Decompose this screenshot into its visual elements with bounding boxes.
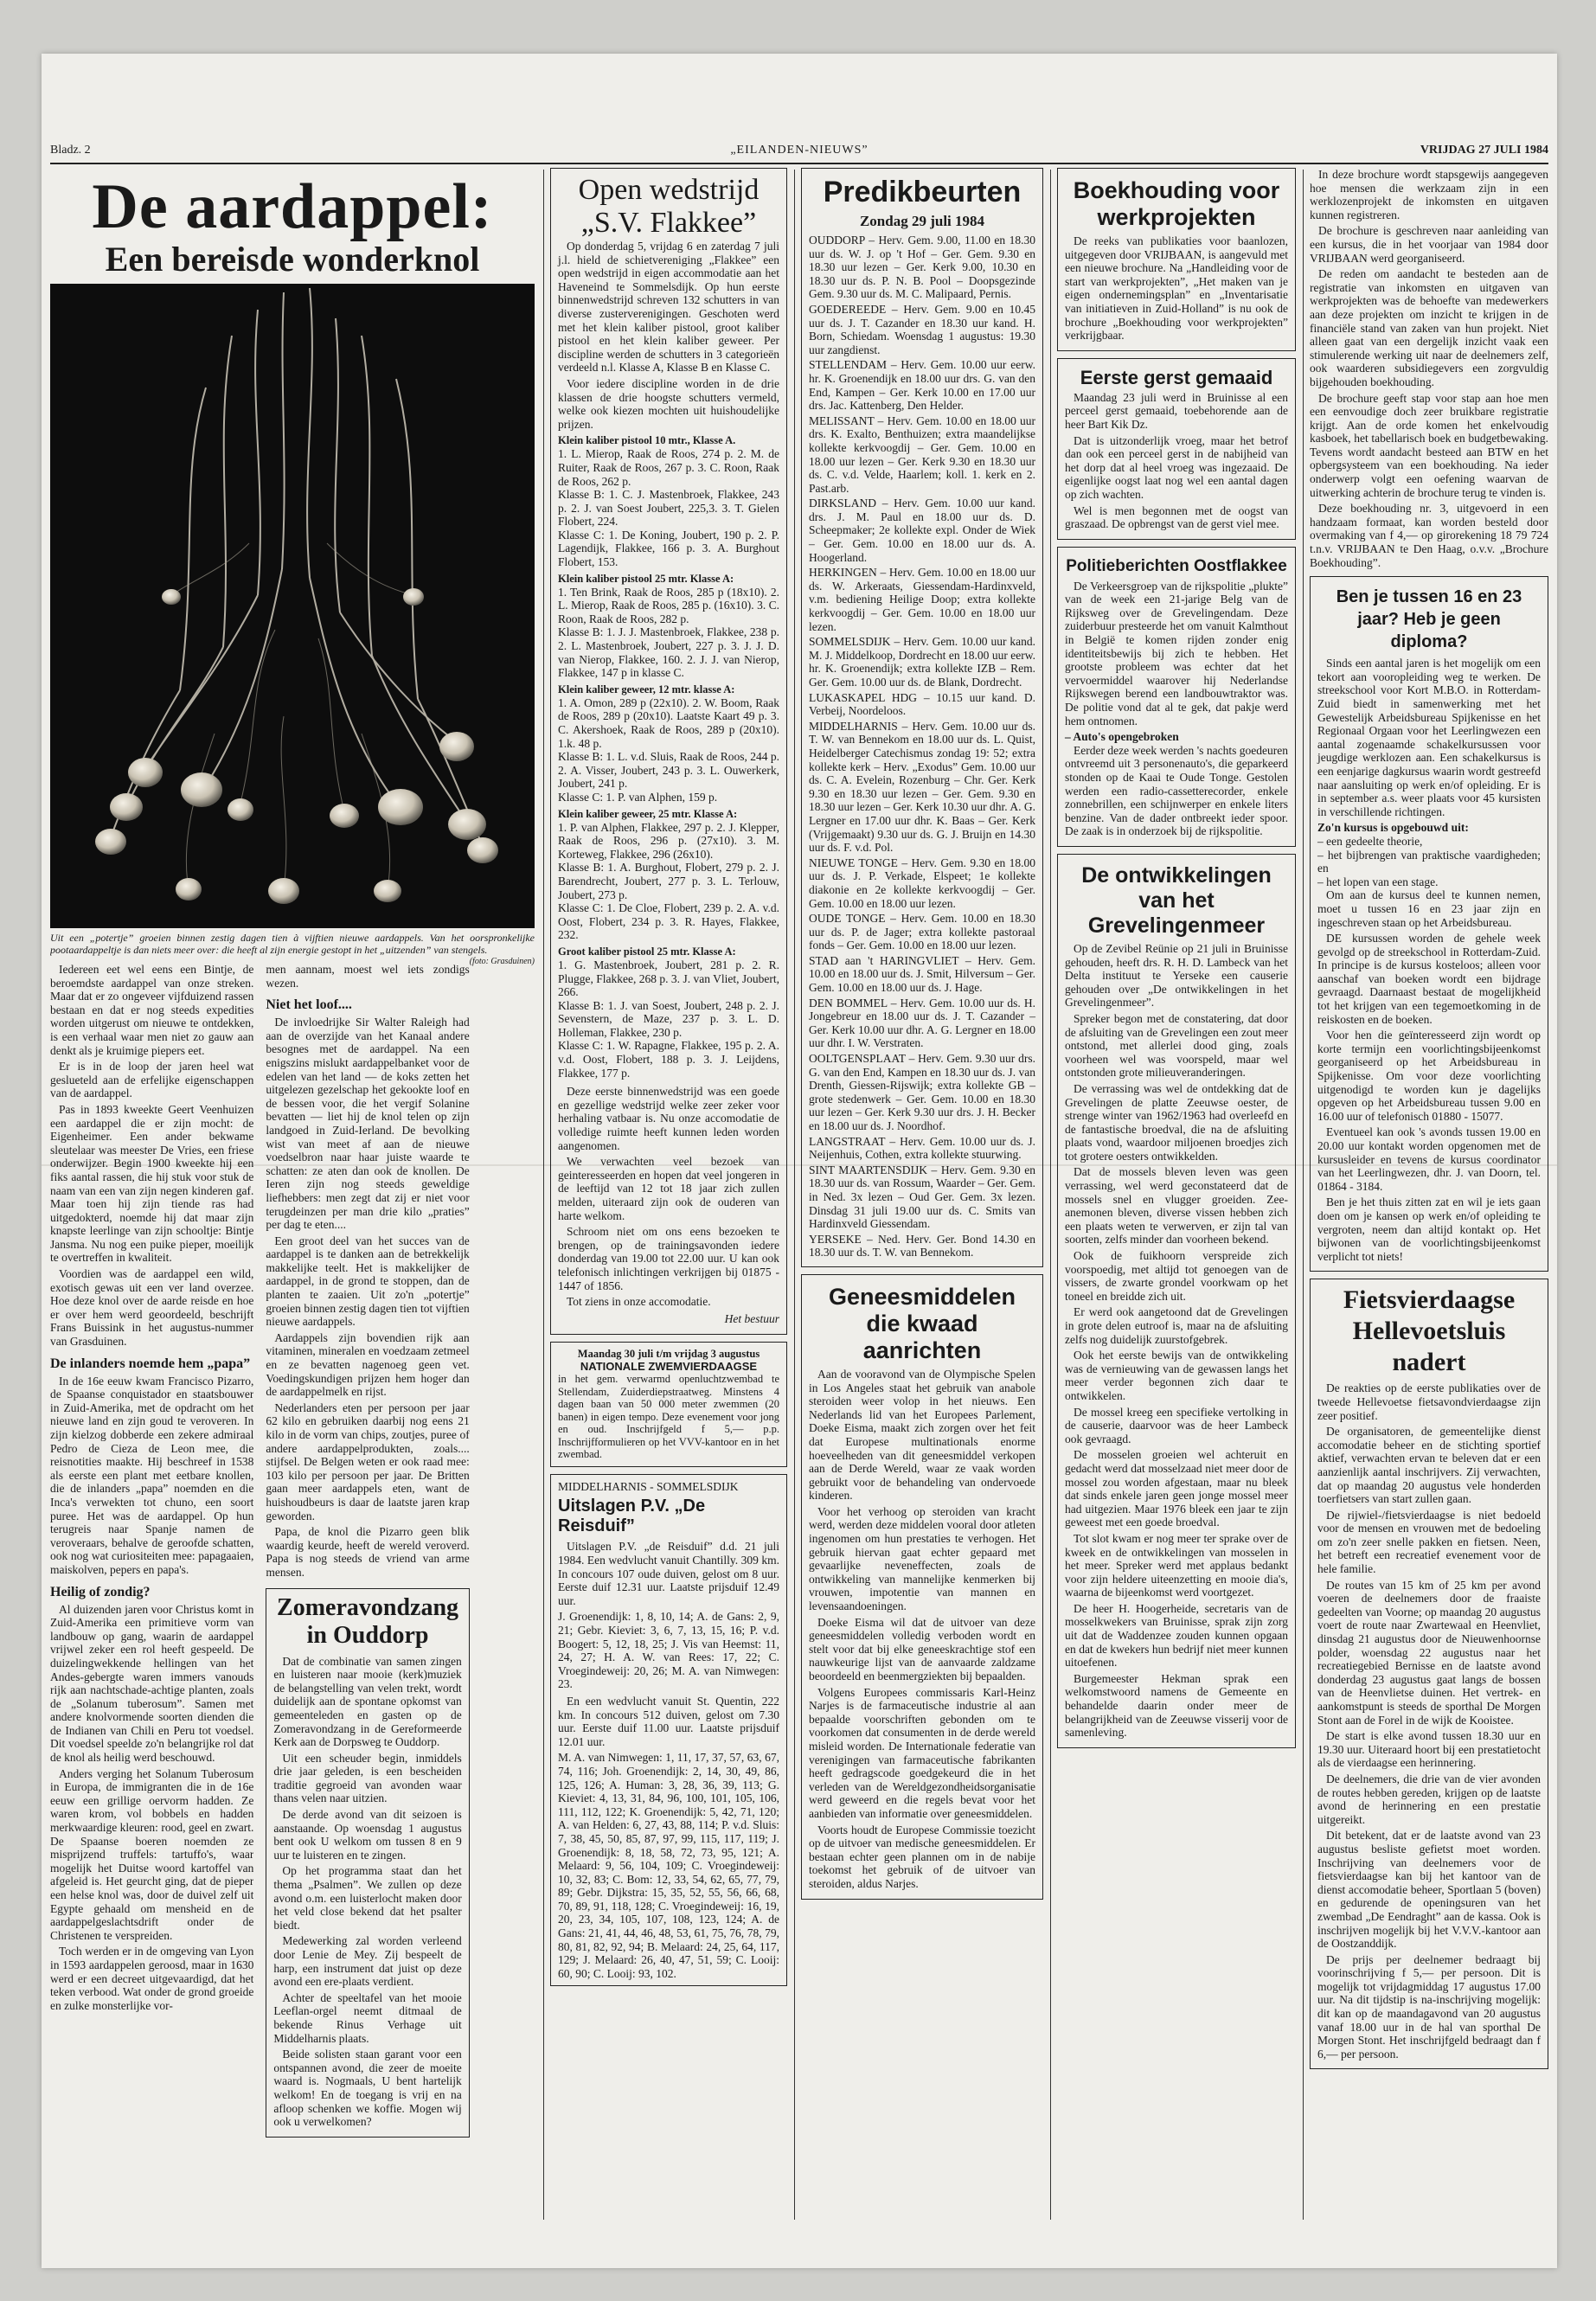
column-5 [1310, 168, 1548, 2227]
article-title: Geneesmiddelen die kwaad aanrichten [828, 1283, 1016, 1363]
location-line: MIDDELHARNIS - SOMMELSDIJK [558, 1479, 739, 1493]
service-item: SINT MAARTENSDIJK – Herv. Gem. 9.30 en 18.30 uur ds. van Rossum, Waarder – Ger. Gem. in Ned. 3x lezen – Oud Ger. Gem. 3x lezen. Dinsdag 31 juli 19.00 uur ds. C. Smits van Hardinxveld Giessendam. [809, 1163, 1035, 1231]
page-number: Bladz. 2 [50, 144, 91, 157]
paragraph: Dit betekent, dat er de laatste avond van 23 augustus besliste gefietst moet worden. Inschrijving van deelnemers voor de fietsvierdaagse kan bij het kantoor van de dienst accomodatie beheer, Sportlaan 5 (boven) en gedurende de openingsuren van het zwembad „De Eendraght” aan de kassa. Ook is inschrijven mogelijk bij het V.V.V.-kantoor aan de Oostzanddijk. [1317, 1829, 1541, 1951]
result-heading: Klein kaliber pistool 25 mtr. Klasse A: [558, 572, 734, 585]
paragraph: Toch werden er in de omgeving van Lyon in 1593 aardappelen geroosd, maar in 1630 werd er een decreet uitgevaardigd, dat het teken verbood. Wat onder de grond groeide en zulke monsterlijke vor- [50, 1945, 254, 2012]
potato-plant-photo [50, 284, 535, 928]
service-item: LUKASKAPEL HDG – 10.15 uur kand. D. Verbeij, Noordeloos. [809, 690, 1035, 718]
masthead [50, 144, 1548, 161]
subheading: Zo'n kursus is opgebouwd uit: [1317, 821, 1469, 835]
paragraph: De derde avond van dit seizoen is aanstaande. Op woensdag 1 augustus bent ook U welkom om tussen 8 en 9 uur te luisteren en te zingen. [273, 1808, 462, 1862]
issue-date: VRIJDAG 27 JULI 1984 [1420, 144, 1548, 157]
paragraph: De reeks van publikaties voor baanlozen, uitgegeven door VRIJBAAN, is aangevuld met een nieuwe brochure. Na „Handleiding voor de start van werkprojekten”, „Het maken van je eigen ondernemingsplan” en „Inventarisatie van initiatieven in Zuid-Holland” is nu ook de brochure „Boekhouding voor werkprojekten” verkrijgbaar. [1065, 234, 1288, 343]
result-heading: Klein kaliber pistool 10 mtr., Klasse A. [558, 434, 736, 447]
paragraph: Eerder deze week werden 's nachts goedeuren ontvreemd uit 3 personenauto's, die geparkeerd stonden op de Kaai te Oude Tonge. Gestolen werden een radio-cassetterecorder, enkele zonnebrillen, een schijnwerper en enkele liters benzine. Van de dader ontbreekt ieder spoor. De zaak is in onderzoek bij de rijkspolitie. [1065, 743, 1288, 838]
paragraph: En een wedvlucht vanuit St. Quentin, 222 km. In concours 512 duiven, gelost om 7.30 uur. Eerste duif 11.00 uur. Laatste prijsduif 12.01 uur. [558, 1694, 779, 1748]
paragraph: De reakties op de eerste publikaties over de tweede Hellevoetse fietsavondvierdaagse zijn zeer positief. [1317, 1381, 1541, 1422]
paragraph: In deze brochure wordt stapsgewijs aangegeven hoe mensen die werkzaam zijn in een werklozenprojekt de inkomsten en uitgaven kunnen registreren. [1310, 168, 1548, 221]
service-item: MIDDELHARNIS – Herv. Gem. 10.00 uur ds. T. W. van Bennekom en 18.00 uur ds. L. Quist, Heidelberger Catechismus zondag 19: 52; extra kollekte kerk – Herv. „Exodus” Gem. 10.00 uur ds. C. A. Evelein, Rozenburg – Chr. Ger. Kerk 9.30 en 18.30 uur lezen – Ger. Gem. 9.30 en 18.30 uur lezen – Ger. Kerk 10.30 uur dhr. A. G. Lergner en 17.00 uur dhr. K. Baas – Ger. Kerk (Vrijgemaakt) 9.30 uur ds. G. J. Bruijn en 14.30 uur ds. F. v.d. Pol. [809, 719, 1035, 855]
potato-roots-illustration [50, 284, 535, 928]
result-list: Klasse C: 1. De Koning, Joubert, 190 p. 2. P. Lagendijk, Flakkee, 166 p. 3. A. Burghout Flobert, 153. [558, 528, 779, 569]
paragraph: Tot ziens in onze accomodatie. [567, 1295, 711, 1309]
paragraph: Op het programma staat dan het thema „Psalmen”. We zullen op deze avond o.m. een luisterlocht maken door het veld close bekend dat het psalter biedt. [273, 1864, 462, 1932]
service-item: DIRKSLAND – Herv. Gem. 10.00 uur kand. drs. J. M. Paul en 18.00 uur ds. D. Scheepmaker; 2e kollekte expl. Onder de Wiek – Ger. Gem. 10.00 en 18.00 uur ds. A. Hoogerland. [809, 497, 1035, 564]
paragraph: Dat de mossels bleven leven was geen verrassing, wel werd geconstateerd dat de mossels snel en vlugger groeiden. Zee-anemonen bleven, diverse vissen hebben zich een plaats weten te verwerven, er zijn tal van soorten, zelfs minder dan voorheen bekend. [1065, 1165, 1288, 1247]
article-fietsvierdaagse [1310, 1279, 1548, 2069]
paragraph: De brochure geeft stap voor stap aan hoe men een eenvoudige doch zeer bruikbare registratie krijgt. Aan de orde komen het enkelvoudig kasboek, het tabellarisch boek en budgetbewaking. Tevens wordt aandacht besteed aan BTW en het opbergsysteem van een boekhouding. Na ieder onderwerp volgt een oefening waarvan de uitwerking achterin de brochure terug te vinden is. [1310, 391, 1548, 499]
aardappel-col2 [266, 963, 469, 2215]
photo-credit: (foto: Grasduinen) [469, 957, 535, 966]
article-gerst [1057, 358, 1296, 540]
paragraph: Papa, de knol die Pizarro geen blik waardig keurde, heeft de wereld veroverd. Papa is nog steeds de vriend van arme mensen. [266, 1525, 470, 1579]
paragraph: Uitslagen P.V. „de Reisduif” d.d. 21 juli 1984. Een wedvlucht vanuit Chantilly. 309 km. In concours 107 oude duiven, gelost om 8 uur. Eerste duif 12.31 uur. Laatste prijsduif 12.49 uur. [558, 1540, 779, 1607]
caption-text: Uit een „potertje” groeien binnen zestig dagen tien à vijftien nieuwe aardappels. Van het oorspronkelijke pootaardappeltje is dan niets meer over: die heeft al zijn energie gestopt in het „uitzenden” van stengels. [50, 932, 535, 956]
subheading: Niet het loof.... [266, 997, 352, 1013]
paragraph: Al duizenden jaren voor Christus komt in Zuid-Amerika een primitieve vorm van landbouw op gang, waarin de aardappel vrijwel zeker een rol heeft gespeeld. De duizelingwekkende hellingen van het Andes-gebergte waren immers vanouds rijk aan nachtschade-achtige planten, zoals de „Solanum tuberosum”. Samen met andere knolvormende soorten dienden die de Indianen van Chili en Peru tot voedsel. Dit voedsel speelde zo'n belangrijke rol dat de knol als heilig werd beschouwd. [50, 1602, 254, 1765]
paragraph: Uit een scheuder begin, inmiddels drie jaar geleden, is een bescheiden traditie gegroeid van avonden waar thans velen naar uitzien. [273, 1751, 462, 1805]
result-list: Klasse B: 1. J. J. Mastenbroek, Flakkee, 238 p. 2. L. Mastenbroek, Joubert, 227 p. 3. J. J. D. van Nierop, Flakkee, 160. 2. J. J. van Nierop, Flakkee, 147 p in klasse C. [558, 625, 779, 680]
article-title: Fietsvierdaagse Hellevoetsluis nadert [1343, 1285, 1516, 1377]
signature: Het bestuur [724, 1311, 779, 1325]
article-title: Predikbeurten [823, 176, 1022, 208]
paragraph: Beide solisten staan garant voor een ontspannen avond, die zeer de moeite waard is. Nogmaals, U bent hartelijk welkom! En de toegang is vrij en na afloop schenken we koffie. Mogen wij ook u verwelkomen? [273, 2048, 462, 2129]
paragraph: Dat de combinatie van samen zingen en luisteren naar mooie (kerk)muziek de belangstelling van velen trekt, wordt duidelijk aan de spontane opkomst van gemeenteleden en gasten op de Zomeravondzang in de Gereformeerde Kerk aan de Dorpsweg te Ouddorp. [273, 1654, 462, 1749]
article-boekhouding-continued [1310, 168, 1548, 569]
article-aardappel [50, 168, 535, 2227]
event-dates: Maandag 30 juli t/m vrijdag 3 augustus [577, 1348, 760, 1361]
article-grevelingenmeer [1057, 854, 1296, 1748]
paragraph: De organisatoren, de gemeentelijke dienst accomodatie beheer en de stichting sportief aktief, verwachten ervan te beleven dat er een aanzienlijk aantal inschrijvers. Zij verwachten, dat op maandag 20 augustus vele honderden toerfietsers van start zullen gaan. [1317, 1425, 1541, 1506]
result-list: 1. L. Mierop, Raak de Roos, 274 p. 2. M. de Ruiter, Raak de Roos, 267 p. 3. C. Roon, Raak de Roos, 262 p. [558, 447, 779, 488]
paragraph: Doeke Eisma wil dat de uitvoer van deze geneesmiddelen volledig verboden wordt en stelt voor dat bij elke geneeskrachtige stof een nauwkeurige lijst van de aanvaarde zaldzame beoordeeld en beenmergziekten bij bepaalden. [809, 1615, 1035, 1682]
paragraph: Op donderdag 5, vrijdag 6 en zaterdag 7 juli j.l. hield de schietvereniging „Flakkee” een open wedstrijd in eigen accommodatie aan het Haveneind te Sommelsdijk. Op hun eerste binnenwedstrijd schreven 132 schutters in van diverse zusterverenigingen. Geschoten werd met het klein kaliber pistool, groot kaliber pistool en het klein kaliber geweer. Per discipline werden de schutters in 3 categorieën verdeeld n.l. Klasse A, Klasse B en Klasse C. [558, 240, 779, 375]
paragraph: De mosselen groeien wel achteruit en gedacht werd dat mosselzaad niet meer door de mossel zou worden afgestaan, maar nu bleek dat sinds enkele jaren geen jonge mossel meer had uitgezien. Maar 1976 bleek een jaar te zijn geweest met een goede broedval. [1065, 1448, 1288, 1529]
article-predikbeurten [801, 168, 1043, 1267]
article-title: De ontwikkelingen van het Grevelingenmeer [1081, 862, 1272, 938]
paragraph: in het gem. verwarmd openluchtzwembad te Stellendam, Zuiderdiepstraatweg. Minstens 4 dagen baan van 50 000 meter zwemmen (20 banen) in eigen tempo. Deze evenement voor jong en oud. Inschrijfgeld f 5,— p.p. Inschrijfformulieren op het VVV-kantoor en in het zwembad. [558, 1373, 779, 1461]
service-item: SOMMELSDIJK – Herv. Gem. 10.00 uur kand. M. J. Middelkoop, Dordrecht en 18.00 uur eerw. hr. K. Groenendijk; extra kollekte IZB – Rem. Ger. Gem. 10.00 uur ds. de Blank, Dordrecht. [809, 635, 1035, 689]
subheading: – Auto's opengebroken [1065, 730, 1179, 744]
result-list: 1. Ten Brink, Raak de Roos, 285 p (18x10). 2. L. Mierop, Raak de Roos, 285 p. (16x10). 3. C. Roon, Raak de Roos, 282 p. [558, 585, 779, 625]
paragraph: Deze boekhouding nr. 3, uitgevoerd in een handzaam formaat, kan worden besteld door overmaking van f 4,— op girorekening 18 79 724 t.n.v. VRIJBAAN te Den Haag, o.v.v. „Brochure Boekhouding”. [1310, 502, 1548, 569]
article-title: NATIONALE ZWEMVIERDAAGSE [580, 1359, 758, 1373]
article-title: Open wedstrijd „S.V. Flakkee” [578, 174, 760, 239]
service-item: DEN BOMMEL – Herv. Gem. 10.00 uur ds. H. Jongebreur en 18.00 uur ds. J. T. Cazander – Ger. Kerk 10.00 uur dhr. A. G. Lergner en 18.00 uur dhr. I. W. Verstraten. [809, 996, 1035, 1050]
paragraph: Aan de vooravond van de Olympische Spelen in Los Angeles staat het gebruik van anabole steroiden weer volop in het nieuws. Een Nederlands lid van het Europees Parlement, Doeke Eisma, maakt zich zorgen over het feit dat Europese multinationals enorme hoeveelheden van dit geneesmiddel verkopen aan de Derde Wereld, waar ze vaak worden gebruikt voor de behandeling van ondervoede kinderen. [809, 1367, 1035, 1503]
paragraph: Dat is uitzonderlijk vroeg, maar het betrof dan ook een perceel gerst in de nabijheid van het dorp dat al heel vroeg was ingezaaid. De eigenlijke oogst laat nog wel een aantal dagen op zich wachten. [1065, 433, 1288, 501]
service-item: OOLTGENSPLAAT – Herv. Gem. 9.30 uur drs. G. van den End, Kampen en 18.30 uur ds. J. van Drenth, Giessen-Rijswijk; extra kollekte GB – grote stedenwerk – Ger. Gem. 10.00 en 18.30 uur lezen – Ger. Kerk 9.30 uur drs. J. H. Becker en 18.00 uur ds. J. Noordhof. [809, 1052, 1035, 1132]
article-wedstrijd [550, 168, 787, 1335]
paragraph: Voor iedere discipline worden in de drie klassen de drie hoogste schutters vermeld, welke ook kiezen mochten uit huishoudelijke prijzen. [558, 376, 779, 431]
paper-name: „EILANDEN-NIEUWS” [730, 144, 869, 157]
result-heading: Klein kaliber geweer, 25 mtr. Klasse A: [558, 807, 738, 820]
article-title: Eerste gerst gemaaid [1080, 366, 1273, 388]
list-item: – een gedeelte theorie, [1317, 834, 1423, 848]
paragraph: Op de Zevibel Reünie op 21 juli in Bruinisse gehouden, heeft drs. R. H. D. Lambeck van het Delta instituut te Yerseke een causerie gehouden over „De ontwikkelingen in het Grevelingenmeer”. [1065, 941, 1288, 1009]
service-item: LANGSTRAAT – Herv. Gem. 10.00 uur ds. J. Neijenhuis, Cothen, extra kollekte stuurwing. [809, 1134, 1035, 1162]
paragraph: In de 16e eeuw kwam Francisco Pizarro, de Spaanse conquistador en staatsbouwer in Zuid-Amerika, met de opdracht om het nieuwe land en zijn goud te veroveren. In zijn kielzog dobberde een zekere admiraal Pedro de Cieza de Leon mee, die reisnotities maakte. Hij beschreef in 1538 als eerste een plant met eetbare knollen, die de inlanders „papa” noemden en die Inca's verwekten tot chuno, een soort puree. Het was de aardappel. Op hun terugreis naar Spanje namen de veroveraars, behalve de geroofde schatten, ook nog wat curiositeiten mee: papagaaien, maiskolven, pepers en papa's. [50, 1374, 254, 1576]
article-title: Boekhouding voor werkprojekten [1073, 177, 1280, 230]
paragraph: De start is elke avond tussen 18.30 uur en 19.30 uur. Uiteraard hoort bij een prestatietocht als de vierdaagse een herinnering. [1317, 1729, 1541, 1770]
article-boekhouding [1057, 168, 1296, 351]
paragraph: De prijs per deelnemer bedraagt bij voorinschrijving f 5,— per persoon. Dit is mogelijk tot vrijdagmiddag 17 augustus 17.00 uur. Na dit tijdstip is na-inschrijving mogelijk: dit kan op de maandagavond van 20 augustus vanaf 18.00 uur in de hal van sporthal De Morgen Stont. Het inschrijfgeld bedraagt dan f 6,— per persoon. [1317, 1952, 1541, 2061]
paragraph: De reden om aandacht te besteden aan de registratie van inkomsten en uitgaven van werkprojekten was de behoefte van medewerkers aan deze projekten om inzicht te krijgen in de financiële stand van zaken van hun projekt. Niet alleen gaat van een dergelijk inzicht vaak een stimulerende werking uit naar de deelnemers zelf, ook waarderen subsidiegevers een zorgvuldig bijgehouden boekhouding. [1310, 267, 1548, 388]
paragraph: De routes van 15 km of 25 km per avond voeren de deelnemers door de fraaiste gedeelten van Voorne; op maandag 20 augustus voert de route naar Zwartewaal en Heenvliet, dinsdag 21 augustus door de Nieuwenhoornse polder, woensdag 22 augustus naar het recreatiegebied Bernisse en de laatste avond donderdag 23 augustus gaat langs de bossen van de Heenvlietse duinen. Het vertrek- en aankomstpunt is steeds de sporthal De Morgen Stont aan de Forel in de wijk de Kooistee. [1317, 1578, 1541, 1727]
service-item: OUDDORP – Herv. Gem. 9.00, 11.00 en 18.30 uur ds. W. J. op 't Hof – Ger. Gem. 9.30 en 18.30 uur lezen – Ger. Kerk 9.00, 10.30 en 18.30 uur ds. P. N. B. Pool – Doopsgezinde Gem. 9.30 uur ds. M. C. Malipaard, Pernis. [809, 234, 1035, 301]
service-item: STELLENDAM – Herv. Gem. 10.00 uur eerw. hr. K. Groenendijk en 18.00 uur drs. G. van den End, Kampen – Ger. Kerk 10.00 en 17.00 uur drs. Jac. Kattenberg, Den Helder. [809, 358, 1035, 413]
article-subtitle: Een bereisde wonderknol [105, 240, 480, 279]
result-list: Klasse B: 1. L. v.d. Sluis, Raak de Roos, 244 p. 2. A. Visser, Joubert, 243 p. 3. L. Ouwerkerk, Joubert, 241 p. [558, 750, 779, 791]
service-item: NIEUWE TONGE – Herv. Gem. 9.30 en 18.00 uur ds. J. P. Verkade, Elspeet; 1e kollekte diakonie en 2e kollekte kerkvoogdij – Ger. Gem. 10.00 en 18.00 uur lezen. [809, 856, 1035, 910]
result-list: Klasse C: 1. De Cloe, Flobert, 239 p. 2. A. v.d. Oost, Flobert, 234 p. 3. R. Hayes, Flakkee, 232. [558, 901, 779, 942]
paragraph: Maandag 23 juli werd in Bruinisse al een perceel gerst gemaaid, toebehorende aan de heer Bart Kik Dz. [1065, 390, 1288, 431]
masthead-rule [50, 163, 1548, 164]
paragraph: De rijwiel-/fietsvierdaagse is niet bedoeld voor de mensen en vrouwen met de bedoeling om zo'n zeer snelle pakken en fietsen. Neen, het betreft een recreatief evenement voor de hele familie. [1317, 1508, 1541, 1576]
result-list: Klasse B: 1. C. J. Mastenbroek, Flakkee, 243 p. 2. J. van Soest Joubert, 225,3. 3. T. Gielen Flobert, 224. [558, 488, 779, 529]
paragraph: De deelnemers, die drie van de vier avonden de routes hebben gereden, krijgen op de laatste avond de herinnering en een prestatie uitgereikt. [1317, 1772, 1541, 1826]
service-item: MELISSANT – Herv. Gem. 10.00 en 18.00 uur drs. K. Exalto, Benthuizen; extra maandelijkse kollekte kerkvoogdij – Ger. Gem. 10.00 en 18.00 uur lezen – Ger. Kerk 9.30 en 18.30 uur ds. C. v.d. Velde, Haarlem; koll. 1. kerk en 2. Past.arb. [809, 413, 1035, 495]
newspaper-page [42, 54, 1557, 2268]
result-list: J. Groenendijk: 1, 8, 10, 14; A. de Gans: 2, 9, 21; Gebr. Kieviet: 3, 6, 7, 13, 15, 16; P. v.d. Boogert: 5, 12, 18, 25; J. Vis van Heemst: 11, 24, 27; H. A. W. van Rees: 17, 22; C. Vroegindeweij: 20, 26; M. A. van Nimwegen: 23. [558, 1610, 779, 1691]
column-rule [1303, 170, 1304, 2220]
article-title: Uitslagen P.V. „De Reisduif” [558, 1497, 706, 1536]
article-title: Ben je tussen 16 en 23 jaar? Heb je geen diploma? [1336, 587, 1522, 652]
paragraph: Nederlanders eten per persoon per jaar 62 kilo en gebruiken daarbij nog eens 21 kilo in de vorm van chips, zoutjes, puree of andere aardappelprodukten, zoals.... stijfsel. De Belgen weten er ook raad mee: 103 kilo per persoon per jaar. De Britten gaan meer aardappels eten, want de huishoudbeurs is daar de laatste jaren krap geworden. [266, 1400, 470, 1522]
column-rule [1050, 170, 1051, 2220]
article-politieberichten [1057, 547, 1296, 847]
paragraph: We verwachten veel bezoek van geinteresseerden en hopen dat veel jongeren in de leeftijd van 12 tot 18 jaar zich zullen melden, uiteraard zijn ook de ouderen van harte welkom. [558, 1155, 779, 1222]
paragraph: Er is in de loop der jaren heel wat geslueteld aan de erfelijke eigenschappen van de aardappel. [50, 1060, 254, 1100]
aardappel-col1 [50, 963, 253, 2215]
column-3 [801, 168, 1043, 2227]
result-list: M. A. van Nimwegen: 1, 11, 17, 37, 57, 63, 67, 74, 116; Joh. Groenendijk: 2, 14, 30, 49, 86, 125, 126; A. Human: 3, 28, 36, 39, 113; G. Kieviet: 4, 13, 31, 84, 96, 100, 101, 105, 106, 111, 112, 122; K. Groenendijk: 5, 42, 71, 120; A. van Helden: 6, 27, 43, 88, 114; P. v.d. Sluis: 7, 38, 45, 50, 85, 87, 97, 99, 115, 117, 119; J. Groenendijk: 8, 18, 58, 72, 73, 95, 121; A. Melaard: 9, 56, 104, 109; C. Vroegindeweij: 10, 32, 83; C. Bom: 12, 33, 54, 62, 65, 77, 79, 89; Gebr. Dijkstra: 15, 35, 52, 55, 56, 66, 68, 70, 89, 91, 118, 128; C. Vroegindeweij: 16, 19, 20, 23, 34, 105, 107, 108, 123, 124; A. de Gans: 21, 41, 44, 46, 48, 53, 61, 75, 76, 78, 79, 80, 81, 82, 92, 94; B. Melaard: 24, 25, 64, 117, 129; J. Melaard: 26, 40, 47, 51, 59; C. Looij: 60, 90; C. Looij: 93, 102. [558, 1751, 779, 1980]
paragraph: Een groot deel van het succes van de aardappel is te danken aan de betrekkelijk makkelijke teelt. Het is makkelijker de aardappel, in de grond te stoppen, dan de planten te zaaien. Uit zo'n „potertje” groeien binnen zestig dagen tien tot vijftien nieuwe aardappels. [266, 1234, 470, 1329]
paragraph: De heer H. Hoogerheide, secretaris van de mosselkwekers van Bruinisse, sprak zijn zorg uit dat de Waddenzee zouden kunnen opgaan en dat de kwekers hun bedrijf niet meer kunnen uitoefenen. [1065, 1601, 1288, 1670]
photo-caption [50, 932, 535, 966]
service-item: OUDE TONGE – Herv. Gem. 10.00 en 18.30 uur ds. P. de Jager; extra kollekte pastoraal fonds – Ger. Gem. 10.00 en 18.00 uur lezen. [809, 912, 1035, 952]
article-geneesmiddelen [801, 1274, 1043, 1900]
paragraph: Ook de fuikhoorn verspreide zich voorspoedig, met altijd tot genoegen van de vissers, de zwarte grondel voorkwam op het toneel en breidde zich uit. [1065, 1249, 1288, 1303]
result-list: 1. A. Omon, 289 p (22x10). 2. W. Boom, Raak de Roos, 289 p (20x10). Laatste Kaart 49 p. 3. C. Akershoek, Raak de Roos, 289 p (20x10). 1.k. 48 p. [558, 695, 779, 750]
result-list: Klasse B: 1. J. van Soest, Joubert, 248 p. 2. J. Sevenstern, de Maze, 237 p. 3. L. D. Holleman, Flakkee, 230 p. [558, 998, 779, 1039]
result-list: Klasse B: 1. A. Burghout, Flobert, 279 p. 2. J. Barendrecht, Joubert, 277 p. 3. L. Terlouw, Joubert, 273 p. [558, 861, 779, 901]
paragraph: Pas in 1893 kweekte Geert Veenhuizen een aardappel die er zijn mocht: de Eigenheimer. Een ander bekwame sleutelaar was meester De Vries, een friese onderwijzer. Begin 1900 kweekte hij een fiks aantal rassen, die hij stuk voor stuk de naam van een van zijn negen kinderen gaf. Maar toen hij zijn tiende ras had uitgedokterd, noemde hij dat maar zijn knapste leerlinge van zijn schooltje: Bintje Jansma. Nu nog een puike pieper, moeilijk te overtreffen in kwaliteit. [50, 1102, 254, 1265]
result-list: Klasse C: 1. W. Rapagne, Flakkee, 195 p. 2. A. v.d. Oost, Flobert, 188 p. 3. J. Leijdens, Flakkee, 177 p. [558, 1039, 779, 1080]
subheading: Heilig of zondig? [50, 1584, 151, 1599]
paragraph: men aannam, moest wel iets zondigs wezen. [266, 963, 470, 990]
paragraph: Anders verging het Solanum Tuberosum in Europa, de immigranten die in de 16e eeuw een grillige oervorm hadden. Ze waren krom, vol bobbels en hadden merkwaardige kleuren: rood, geel en zwart. De Spaanse boeren noemden ze misprijzend truffels: tartuffo's, waar mogelijk het Duitse woord kartoffel van afgeleid is. Het geurcht ging, dat de pieper een helse knol was, door de duivel zelf uit Egypte gehaald om mensheid en de aardappelgeslachtsdrift onder de Christenen te verspreiden. [50, 1766, 254, 1942]
article-title: Zomeravondzang in Ouddorp [277, 1593, 459, 1649]
paragraph: Schroom niet om ons eens bezoeken te brengen, op de trainingsavonden iedere donderdag van 19.00 tot 22.00 uur. U kan ook telefonisch inlichtingen verkrijgen bij 01875 - 1447 of 1856. [558, 1225, 779, 1292]
paragraph: Voordien was de aardappel een wild, exotisch gewas uit een ver land overzee. Hoe deze knol over de aarde reisde en hoe er over hem werd geoordeeld, beschrijft Frans Buissink in het augustus-nummer van Grasduinen. [50, 1267, 254, 1349]
service-list [809, 234, 1035, 1259]
result-list: 1. P. van Alphen, Flakkee, 297 p. 2. J. Klepper, Raak de Roos, 296 p. (27x10). 3. M. Korteweg, Flakkee, 296 (26x10). [558, 820, 779, 861]
paragraph: Spreker begon met de constatering, dat door de afsluiting van de Grevelingen een zout meer ontstond, met allerlei dood ging, zoals voorheen wel was voorspeld, maar wel ontstonden grote milieuveranderingen. [1065, 1011, 1288, 1080]
paragraph: De mossel kreeg een specifieke vertolking in de causerie, daarvoor was de heer Lambeck ook gevraagd. [1065, 1405, 1288, 1445]
paragraph: Voor hen die geïnteresseerd zijn wordt op korte termijn een voorlichtingsbijeenkomst georganiseerd op het Arbeidsbureau in Spijkenisse. Om voor deze voorlichting uitgenodigd te worden kun je dagelijks opgeven op het Arbeidsbureau tussen 9.00 en 16.00 uur of telefonisch 01880 - 15077. [1317, 1029, 1541, 1123]
paragraph: Deze eerste binnenwedstrijd was een goede en gezellige wedstrijd welke zeer zeker voor herhaling vatbaar is. Nu onze accomodatie de volledige ruimte heeft kunnen leden worden aangenomen. [558, 1085, 779, 1152]
column-4 [1057, 168, 1296, 2227]
paragraph: Burgemeester Hekman sprak een welkomstwoord namens de Gemeente en behandelde daarin onder meer de belangrijkheid van de Zeeuwse visserij voor de samenleving. [1065, 1671, 1288, 1740]
article-diploma [1310, 576, 1548, 1272]
result-list: 1. G. Mastenbroek, Joubert, 281 p. 2. R. Plugge, Flakkee, 268 p. 3. J. van Vliet, Joubert, 266. [558, 958, 779, 999]
paragraph: Voorts houdt de Europese Commissie toezicht op de uitvoer van medische geneesmiddelen. Er bestaan echter geen plannen om in de nabije toekomst het gebruik of de uitvoer van steroiden, aldus Narjes. [809, 1823, 1035, 1890]
paragraph: Wel is men begonnen met de oogst van graszaad. De opbrengst van de gerst viel mee. [1065, 503, 1288, 531]
service-item: HERKINGEN – Herv. Gem. 10.00 en 18.00 uur ds. W. Arkeraats, Giessendam-Hardinxveld, v.m. bediening Heilige Doop; extra kollekte kerkvoogdij – Ger. Gem. 10.00 en 18.00 uur lezen. [809, 566, 1035, 633]
paragraph: Iedereen eet wel eens een Bintje, de beroemdste aardappel van onze streken. Maar dat er zo ongeveer vijfduizend rassen bestaan en dat er nog steeds expedities worden uitgerust om nieuwe te ontdekken, is een verhaal waar men niet zo gauw aan denkt als je kruimige piepers eet. [50, 963, 254, 1057]
article-title: De aardappel: [92, 171, 493, 242]
paragraph: Sinds een aantal jaren is het mogelijk om een tekort aan vooropleiding weg te werken. De streekschool voor Kort M.B.O. in Rotterdam-Zuid biedt in samenwerking met het Gewestelijk Arbeidsbureau Spijkenisse en het Regionaal Orgaan voor het Leerlingwezen een aantal zogenaamde schakelkursussen voor jeugdige werklozen aan. Een schakelkursus is een eenjarige dagkursus waarin wordt gestreefd naar aansluiting op werk en/of opleiding. Er is in september a.s. weer plaats voor 45 kursisten in verschillende richtingen. [1317, 657, 1541, 818]
paragraph: De Verkeersgroep van de rijkspolitie „plukte” van de week een 21-jarige Belg van de Rijksweg over de Grevelingendam. Deze zuiderbuur presteerde het om vanuit Kalmthout in België te komen rijden zonder enig identiteitsbewijs bij zich te hebben. Het grootste probleem was echter dat het vervoermiddel waarover hij Nederlandse Rijkswegen berend een landbouwtraktor was. De politie vond dat al te gek, dat pakje werd hem ontnomen. [1065, 579, 1288, 727]
paragraph: DE kursussen worden de gehele week gevolgd op de streekschool in Rotterdam-Zuid. In principe is de kursus kosteloos; alleen voor aanschaf van boeken wordt een bijdrage gevraagd. Daarnaast bestaat de mogelijkheid tot het krijgen van een tegemoetkoming in de reiskosten en de boeken. [1317, 932, 1541, 1026]
column-rule [794, 170, 795, 2220]
paragraph: Ben je het thuis zitten zat en wil je iets gaan doen om je kansen op werk en/of opleiding te vergroten, neem dan altijd kontakt op. Het bijwonen van de voorlichtingsbijeenkomst verplicht tot niets! [1317, 1195, 1541, 1263]
paragraph: De verrassing was wel de ontdekking dat de Grevelingen de platte Zeeuwse oester, de strenge winter van 1962/1963 had overleefd en de fantastische broedval, die na de afsluiting plaats vond, waardoor miljoenen broedjes zich tot grotere oesters ontwikkelden. [1065, 1081, 1288, 1163]
result-list: Klasse C: 1. P. van Alphen, 159 p. [558, 790, 718, 804]
paragraph: De brochure is geschreven naar aanleiding van een kursus, die in het voorjaar van 1984 door VRIJBAAN werd georganiseerd. [1310, 224, 1548, 265]
service-date: Zondag 29 juli 1984 [859, 213, 985, 229]
service-item: GOEDEREEDE – Herv. Gem. 9.00 en 10.45 uur ds. J. T. Cazander en 18.30 uur kand. H. Born, Schiedam. Woensdag 1 augustus: 19.30 uur zangdienst. [809, 302, 1035, 356]
paragraph: Tot slot kwam er nog meer ter sprake over de kweek en de ontwikkelingen van mosselen in het meer. Spreker werd met applaus bedankt voor zijn heldere uiteenzetting en mooie dia's, waarna de bijeenkomst werd voortgezet. [1065, 1531, 1288, 1599]
article-reisduif [550, 1474, 787, 1987]
list-item: – het bijbrengen van praktische vaardigheden; en [1317, 848, 1541, 875]
paragraph: Eventueel kan ook 's avonds tussen 19.00 en 20.00 uur kontakt worden opgenomen met de kursusleider en tevens de kursus coordinator van het Leerlingwezen, dhr. J. van Doorn, tel. 01864 - 3184. [1317, 1125, 1541, 1193]
article-title: Politieberichten Oostflakkee [1066, 556, 1287, 575]
service-item: STAD aan 't HARINGVLIET – Herv. Gem. 10.00 en 18.00 uur ds. J. Smit, Hilversum – Ger. Gem. 10.00 en 18.00 uur ds. J. Hage. [809, 953, 1035, 995]
result-heading: Klein kaliber geweer, 12 mtr. klasse A: [558, 683, 735, 695]
paragraph: Achter de speeltafel van het mooie Leeflan-orgel neemt ditmaal de bekende Rinus Verhage uit Middelharnis plaats. [273, 1990, 462, 2045]
aardappel-body [50, 963, 470, 2215]
paragraph: Ook het eerste bewijs van de ontwikkeling was de vernieuwing van de gewassen langs het meer verder begonnen zich daar te ontwikkelen. [1065, 1349, 1288, 1402]
service-item: YERSEKE – Ned. Herv. Ger. Bond 14.30 en 18.30 uur ds. T. W. van Bennekom. [809, 1232, 1035, 1259]
paragraph: Om aan de kursus deel te kunnen nemen, moet u tussen 16 en 23 jaar zijn en ingeschreven staan op het Arbeidsbureau. [1317, 888, 1541, 929]
paragraph: Er werd ook aangetoond dat de Grevelingen in grote delen eutroof is, maar na de afsluiting zelfs nog duidelijk zuurstofgebrek. [1065, 1305, 1288, 1346]
paragraph: Voor het verhoog op steroiden van kracht werd, werden deze middelen vooral door atleten ingenomen om hun prestaties te verhogen. Het gebruik hiervan gaat echter gepaard met gevaarlijke neveneffecten, zoals de ontwikkeling van mannelijke kenmerken bij vrouwen, impotentie van mannen en levensaandoeningen. [809, 1504, 1035, 1613]
subheading: De inlanders noemde hem „papa” [50, 1356, 251, 1371]
paragraph: Volgens Europees commissaris Karl-Heinz Narjes is de farmaceutische industrie al aan bepaalde voorschriften gebonden om te voorkomen dat consumenten in de derde wereld misleid worden. De Internationale federatie van verenigingen van farmaceutische fabrikanten heeft gedragscode goedgekeurd die in het verleden van de Wereldgezondheidsorganisatie werd geweerd en die regels bevat voor het aanbieden van informatie over geneesmiddelen. [809, 1685, 1035, 1820]
result-heading: Groot kaliber pistool 25 mtr. Klasse A: [558, 945, 736, 958]
column-rule [543, 170, 544, 2220]
list-item: – het lopen van een stage. [1317, 875, 1439, 888]
paragraph: Aardappels zijn bovendien rijk aan vitaminen, mineralen en voedzaam zetmeel en ze bevatten nagenoeg geen vet. Voedingskundigen prijzen hem hoger dan de aardappelmelk en rijst. [266, 1330, 470, 1399]
column-2 [550, 168, 787, 2227]
article-zomeravondzang [266, 1588, 469, 2138]
paragraph: De invloedrijke Sir Walter Raleigh had aan de overzijde van het Kanaal andere besognes met de aardappel. Na een enigszins mislukt aardappelbanket voor de edelen van het land — de koks zetten het uitgelezen gezelschap het gekookte loof en de bessen voor, die het vergif Solanine bevatten — liet hij de knol telen op zijn landgoed in Zuid-Ierland. De bevolking wist van meet af aan de nieuwe voedselbron naar haar juiste waarde te schatten: ze aten dan ook de knollen. De Ieren zijn nog steeds geweldige liefhebbers: men zegt dat zij er niet voor terugdeinzen per man drie kilo „praties” per dag te eten.... [266, 1016, 470, 1232]
paragraph: Medewerking zal worden verleend door Lenie de Mey. Zij bespeelt de harp, een instrument dat juist op deze avond een ere-plaats verdient. [273, 1934, 462, 1989]
article-zwemvierdaagse [550, 1342, 787, 1467]
